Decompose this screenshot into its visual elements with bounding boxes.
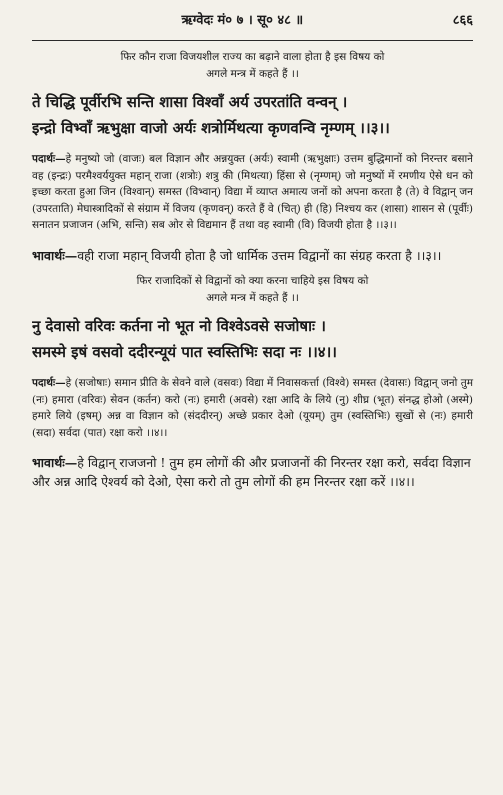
padartha-text: हे मनुष्यो जो (वाजः) बल विज्ञान और अन्नयुक्त (अर्यः) स्वामी (ऋभुक्षाः) उत्तम बुद्धिमानों को निरन्तर बसाने वह (इन्द्रः) परमैश्वर्ययुक्त महान् राजा (शत्रोः) शत्रु की (मिथत्या) हिंसा से (नृम्णम्) जो मनुष्यों में रमणीय ऐसे धन को इच्छा करता हुआ जिन (विश्वान्) समस्त (विभ्वान्) विद्या में व्याप्त अमात्य जनों को अपना करता है (ते) वे विद्वान् जन (उपरताति) मेघास्त्रादिकों से संग्राम में विजय (कृणवन्) करते हैं वे (चित्) ही (हि) निश्चय कर (शासा) शासन से (पूर्वीः) सनातन प्रजाजन (अभि, सन्ति) सब ओर से विद्यमान हैं तथा वह स्वामी (वि) विजयी होता है ।।३।। bbox=[32, 153, 473, 232]
bhavartha-paragraph bbox=[32, 246, 473, 265]
section-intro bbox=[32, 273, 473, 307]
intro-line-1: फिर राजादिकों से विद्वानों को क्या करना चाहिये इस विषय को bbox=[136, 274, 369, 287]
intro-line-2: अगले मन्त्र में कहते हैं ।। bbox=[206, 291, 299, 304]
intro-line-1: फिर कौन राजा विजयशील राज्य का बढ़ाने वाला होता है इस विषय को bbox=[120, 51, 385, 63]
padartha-text: हे (सजोषाः) समान प्रीति के सेवने वाले (वसवः) विद्या में निवासकर्त्ता (विश्वे) समस्त (देवासः) विद्वान् जनो तुम (नः) हमारा (वरिवः) सेवन (कर्तन) करो (नः) हमारी (अवसे) रक्षा आदि के लिये (नु) शीघ्र (भूत) संनद्ध होओ (अस्मे) हमारे लिये (इषम्) अन्न वा विज्ञान को (संददीरन्) अच्छे प्रकार देओ (यूयम्) तुम (स्वस्तिभिः) सुखों से (नः) हमारी (सदा) सर्वदा (पात) रक्षा करो ।।४।। bbox=[32, 376, 473, 439]
mantra bbox=[32, 313, 473, 365]
intro-line-2: अगले मन्त्र में कहते हैं ।। bbox=[206, 68, 299, 80]
padartha-label: पदार्थः— bbox=[32, 376, 66, 389]
mantra-line-2: इन्द्रो विभ्वाँ ऋभुक्षा वाजो अर्यः शत्रोर्मिथत्या कृणवन्वि नृम्णम् ।।३।। bbox=[32, 119, 390, 137]
verse-section-4 bbox=[32, 273, 473, 491]
running-title: ऋग्वेदः मं० ७ । सू० ४८ ॥ bbox=[181, 13, 304, 28]
verse-section-3 bbox=[32, 49, 473, 265]
padartha-paragraph bbox=[32, 151, 473, 234]
mantra-line-1: ते चिद्धि पूर्वीरभि सन्ति शासा विश्वाँ अर्य उपरतांति वन्वन् । bbox=[32, 93, 348, 111]
padartha-label: पदार्थः— bbox=[32, 153, 66, 165]
page-header bbox=[32, 10, 473, 41]
mantra bbox=[32, 89, 473, 141]
bhavartha-text: हे विद्वान् राजजनो ! तुम हम लोगों की और प्रजाजनों की निरन्तर रक्षा करो, सर्वदा विज्ञान और अन्न आदि ऐश्वर्य को देओ, ऐसा करो तो तुम लोगों की हम निरन्तर रक्षा करें ।।४।। bbox=[32, 455, 471, 490]
bhavartha-text: वही राजा महान् विजयी होता है जो धार्मिक उत्तम विद्वानों का संग्रह करता है ।।३।। bbox=[77, 247, 442, 263]
bhavartha-label: भावार्थः— bbox=[32, 455, 78, 471]
mantra-line-2: समस्मे इषं वसवो ददीरन्यूयं पात स्वस्तिभिः सदा नः ।।४।। bbox=[32, 342, 337, 361]
bhavartha-label: भावार्थः— bbox=[32, 247, 78, 263]
padartha-paragraph bbox=[32, 375, 473, 441]
section-intro bbox=[32, 49, 473, 83]
page-number: ८६६ bbox=[452, 13, 473, 28]
bhavartha-paragraph bbox=[32, 453, 473, 491]
mantra-line-1: नु देवासो वरिवः कर्तना नो भूत नो विश्वेऽवसे सजोषाः । bbox=[32, 316, 326, 335]
